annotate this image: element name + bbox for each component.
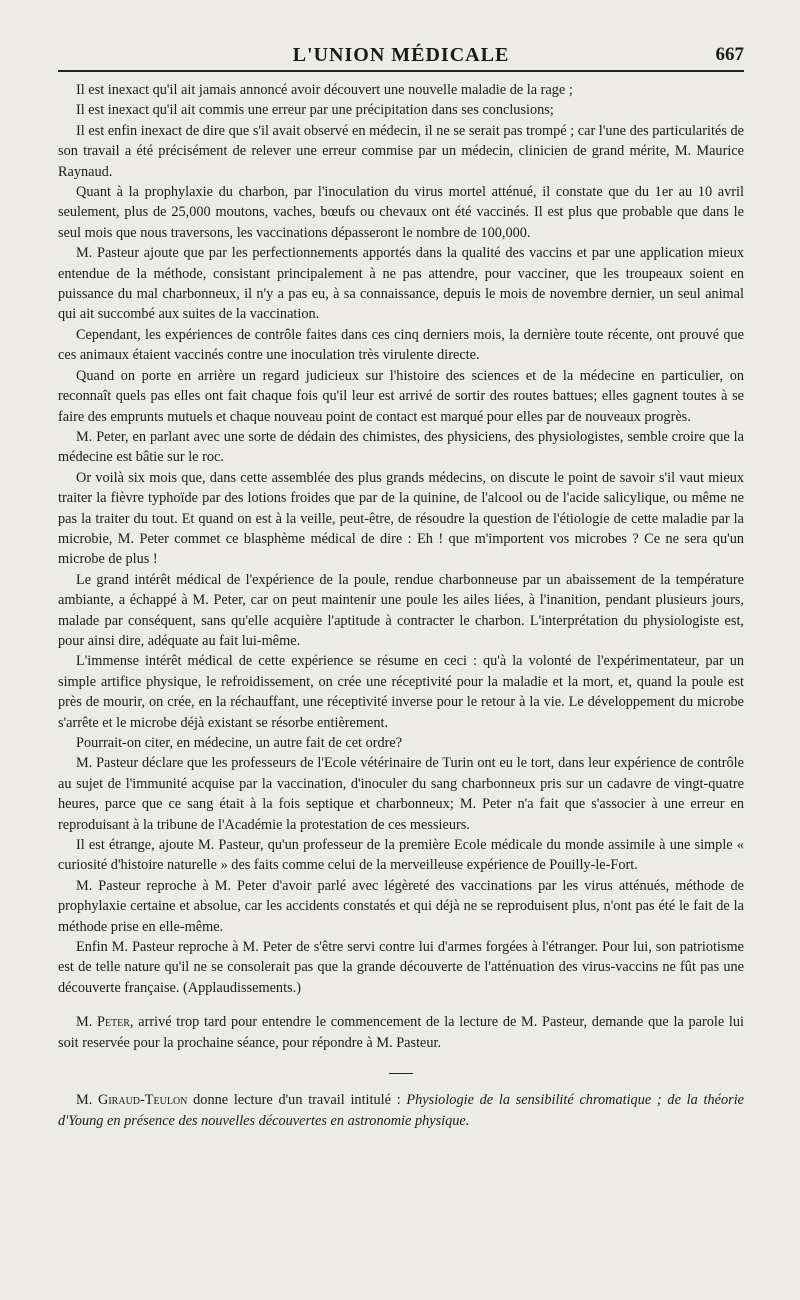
- paragraph: Or voilà six mois que, dans cette assemblée des plus grands médecins, on discute le point de savoir s'il vaut mieux traiter la fièvre typhoïde par des lotions froides que par de la quinine, de l'alcool ou de l'acide salicylique, ou même ne pas la traiter du tout. Et quand on est à la veille, peut-être, de résoudre la question de l'étiologie de cette maladie par la microbie, M. Peter commet ce blasphème médical de dire : Eh ! que m'importent vos microbes ? Ce ne sera qu'un microbe de plus !: [58, 469, 744, 568]
- page-number: 667: [715, 44, 744, 65]
- paragraph: M. Peter, en parlant avec une sorte de dédain des chimistes, des physiciens, des physiologistes, semble croire que la médecine est bâtie sur le roc.: [58, 428, 744, 466]
- paragraph: Il est étrange, ajoute M. Pasteur, qu'un professeur de la première Ecole médicale du monde assimile à une simple « curiosité d'histoire naturelle » des faits comme celui de la merveilleuse expérience de Pouilly-le-Fort.: [58, 837, 744, 874]
- work-title: Physiologie de la sensibilité chromatique ; de la théorie d'Young en présence des nouvelles découvertes en astronomie physique.: [58, 1092, 745, 1129]
- speaker-name: M. Peter,: [76, 1014, 134, 1031]
- running-title: L'UNION MÉDICALE: [292, 44, 510, 66]
- paragraph: Cependant, les expériences de contrôle faites dans ces cinq derniers mois, la dernière toute récente, ont prouvé que ces animaux étaient vaccinés contre une inoculation très virulente directe.: [58, 326, 744, 364]
- paragraph: Il est inexact qu'il ait commis une erreur par une précipitation dans ses conclusions;: [76, 102, 554, 119]
- paragraph: Le grand intérêt médical de l'expérience de la poule, rendue charbonneuse par un abaissement de la température ambiante, a échappé à M. Peter, car on peut maintenir une poule les ailes liées, à l'inanition, pendant plusieurs jours, malade par conséquent, sans qu'elle acquière l'aptitude à contracter le charbon. L'interprétation du physiologiste est, pour ainsi dire, adéquate au fait lui-même.: [58, 571, 744, 649]
- paragraph: L'immense intérêt médical de cette expérience se résume en ceci : qu'à la volonté de l'expérimentateur, par un simple artifice physique, le refroidissement, on crée une réceptivité pour la maladie et la mort, et, quand la poule est près de mourir, on crée, en la réchauffant, une réceptivité inverse pour le retour à la vie. Le développement du microbe s'arrête et le microbe déjà existant se résorbe entièrement.: [58, 653, 744, 731]
- paragraph: Il est inexact qu'il ait jamais annoncé avoir découvert une nouvelle maladie de la rage ;: [76, 82, 573, 98]
- paragraph: Quand on porte en arrière un regard judicieux sur l'histoire des sciences et de la médecine en particulier, on reconnaît quels pas elles ont fait chaque fois qu'il leur est arrivé de sortir des routes battues; elles gagnent toutes à se faire des emprunts mutuels et chaque nouveau point de contact est marqué pour elles par de nouveaux progrès.: [58, 367, 744, 425]
- giraud-paragraph: [58, 1090, 744, 1131]
- paragraph: M. Pasteur reproche à M. Peter d'avoir parlé avec légèreté des vaccinations par les virus atténués, méthode de prophylaxie certaine et absolue, car les accidents constatés et qui déjà ne se reproduisent plus, n'ont pas été le fait de la méthode prise en elle-même.: [58, 877, 744, 935]
- paragraph: Enfin M. Pasteur reproche à M. Peter de s'être servi contre lui d'armes forgées à l'étranger. Pour lui, son patriotisme est de telle nature qu'il ne se consolerait pas que la grande découverte de l'atténuation des virus-vaccins ne fût pas une découverte française. (Applaudissements.): [58, 939, 744, 996]
- article-body: [58, 80, 744, 1053]
- paragraph: M. Pasteur ajoute que par les perfectionnements apportés dans la qualité des vaccins et par une application mieux entendue de la méthode, consistant principalement à ne pas attendre, pour vacciner, que les troupeaux soient en puissance du mal charbonneux, il n'y a pas eu, à sa connaissance, depuis le mois de novembre dernier, un seul animal qui ait succombé aux suites de la vaccination.: [58, 245, 744, 323]
- speaker-name: M. Giraud-Teulon: [76, 1092, 188, 1109]
- page-header: [58, 40, 744, 72]
- paragraph: Pourrait-on citer, en médecine, un autre fait de cet ordre?: [76, 735, 403, 751]
- peter-paragraph: [58, 1012, 744, 1053]
- paragraph: Quant à la prophylaxie du charbon, par l'inoculation du virus mortel atténué, il constate que du 1er au 10 avril seulement, plus de 25,000 moutons, vaches, bœufs ou chevaux ont été vaccinés. Il est plus que probable que dans le seul mois que nous traversons, les vaccinations dépasseront le nombre de 100,000.: [58, 184, 744, 241]
- paragraph: M. Pasteur déclare que les professeurs de l'Ecole vétérinaire de Turin ont eu le tort, dans leur expérience de contrôle au sujet de l'immunité acquise par la vaccination, d'inoculer du sang charbonneux pris sur un cadavre de vingt-quatre heures, parce que ce sang était à la fois septique et charbonneux; M. Peter n'a fait que s'associer à une erreur en reproduisant à la tribune de l'Académie la protestation de ces messieurs.: [58, 755, 744, 833]
- giraud-note: [58, 1090, 744, 1131]
- section-divider: [389, 1073, 413, 1074]
- paragraph: Il est enfin inexact de dire que s'il avait observé en médecin, il ne se serait pas trompé ; car l'une des particularités de son travail a été précisément de relever une erreur commise par un médecin, clinicien de grand mérite, M. Maurice Raynaud.: [58, 122, 744, 180]
- giraud-text: donne lecture d'un travail intitulé :: [193, 1092, 401, 1109]
- peter-text: arrivé trop tard pour entendre le commencement de la lecture de M. Pasteur, demande que la parole lui soit reservée pour la prochaine séance, pour répondre à M. Pasteur.: [58, 1014, 744, 1051]
